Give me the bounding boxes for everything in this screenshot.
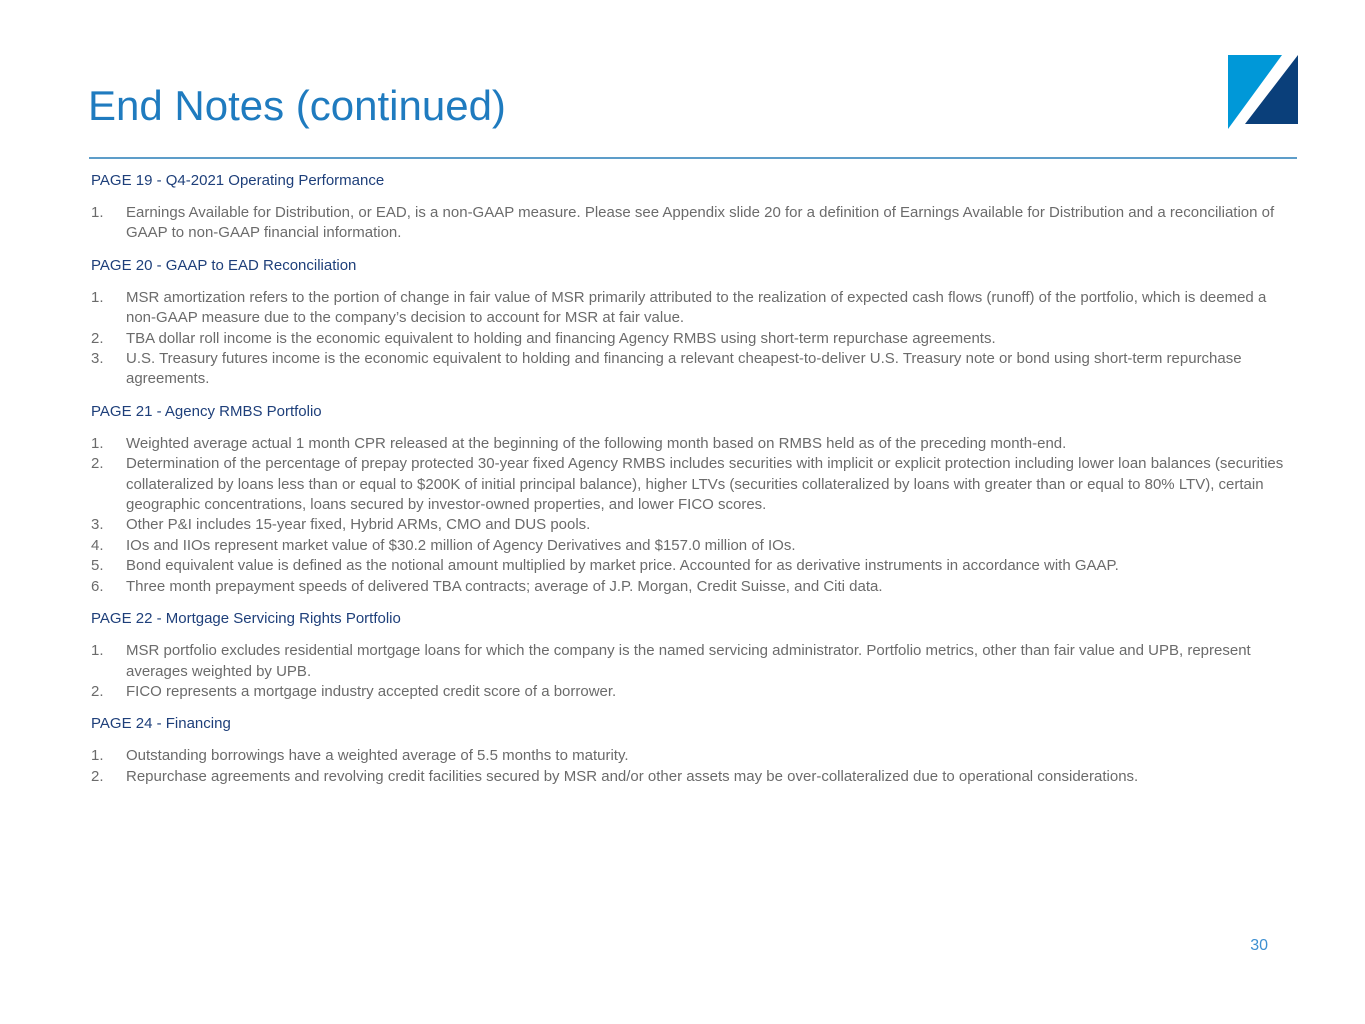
note-number: 2.	[91, 682, 104, 700]
section-page-21	[91, 402, 1286, 597]
company-logo	[1228, 55, 1298, 129]
note-number: 3.	[91, 516, 104, 534]
page-number: 30	[1250, 937, 1268, 954]
section-page-19	[91, 171, 1286, 244]
note-number: 1.	[91, 642, 104, 660]
note-list	[91, 288, 1286, 390]
note-text: MSR portfolio excludes residential mortgage loans for which the company is the named servicing administrator. Portfolio metrics, other than fair value and UPB, represent averages weighted by UPB.	[126, 642, 1251, 680]
note-item	[91, 682, 1286, 702]
note-text: U.S. Treasury futures income is the economic equivalent to holding and financing a relevant cheapest-to-deliver U.S. Treasury note or bond using short-term repurchase agreements.	[126, 350, 1242, 388]
section-heading: PAGE 24 - Financing	[91, 715, 231, 733]
note-text: Weighted average actual 1 month CPR released at the beginning of the following month based on RMBS held as of the preceding month-end.	[126, 434, 1067, 452]
logo-mark-icon	[1228, 55, 1298, 129]
note-text: MSR amortization refers to the portion of change in fair value of MSR primarily attributed to the realization of expected cash flows (runoff) of the portfolio, which is deemed a non-GAAP measure due to the company’s decision to account for MSR at fair value.	[126, 288, 1267, 327]
title-divider	[89, 157, 1297, 159]
note-list	[91, 746, 1286, 787]
section-heading: PAGE 21 - Agency RMBS Portfolio	[91, 402, 322, 420]
section-heading: PAGE 19 - Q4-2021 Operating Performance	[91, 172, 385, 189]
note-number: 2.	[91, 767, 104, 785]
note-item	[91, 515, 1286, 535]
section-page-24	[91, 714, 1286, 787]
note-number: 6.	[91, 577, 104, 595]
note-number: 4.	[91, 536, 104, 554]
note-number: 1.	[91, 747, 104, 765]
section-heading: PAGE 22 - Mortgage Servicing Rights Portfolio	[91, 610, 401, 628]
section-page-22	[91, 609, 1286, 702]
note-list	[91, 434, 1286, 597]
page-title: End Notes (continued)	[88, 82, 506, 129]
note-text: FICO represents a mortgage industry accepted credit score of a borrower.	[126, 682, 617, 700]
note-item	[91, 349, 1286, 390]
note-item	[91, 577, 1286, 597]
note-text: Bond equivalent value is defined as the notional amount multiplied by market price. Accounted for as derivative instruments in accordance with GAAP.	[126, 557, 1119, 575]
note-item	[91, 454, 1286, 515]
note-text: Outstanding borrowings have a weighted average of 5.5 months to maturity.	[126, 747, 629, 765]
note-item	[91, 203, 1286, 244]
note-item	[91, 329, 1286, 349]
note-text: TBA dollar roll income is the economic equivalent to holding and financing Agency RMBS using short-term repurchase agreements.	[126, 329, 996, 347]
note-text: Other P&I includes 15-year fixed, Hybrid ARMs, CMO and DUS pools.	[126, 516, 591, 534]
note-item	[91, 288, 1286, 329]
note-text: Three month prepayment speeds of delivered TBA contracts; average of J.P. Morgan, Credit Suisse, and Citi data.	[126, 577, 883, 595]
note-number: 1.	[91, 204, 104, 221]
section-heading: PAGE 20 - GAAP to EAD Reconciliation	[91, 256, 357, 274]
note-text: IOs and IIOs represent market value of $30.2 million of Agency Derivatives and $157.0 million of IOs.	[126, 536, 796, 554]
section-page-20	[91, 256, 1286, 390]
note-item	[91, 536, 1286, 556]
note-text: Repurchase agreements and revolving credit facilities secured by MSR and/or other assets may be over-collateralized due to operational considerations.	[126, 767, 1139, 785]
note-item	[91, 746, 1286, 766]
note-item	[91, 556, 1286, 576]
note-number: 3.	[91, 350, 104, 368]
note-number: 5.	[91, 557, 104, 575]
note-number: 1.	[91, 288, 104, 306]
note-item	[91, 434, 1286, 454]
note-item	[91, 767, 1286, 787]
note-number: 2.	[91, 455, 104, 473]
note-number: 2.	[91, 329, 104, 347]
note-item	[91, 641, 1286, 682]
note-text: Determination of the percentage of prepay protected 30-year fixed Agency RMBS includes securities with implicit or explicit protection including lower loan balances (securities collateralized by loans less than or equal to $200K of initial principal balance), higher LTVs (securities collateralized by loans with greater than or equal to 80% LTV), certain geographic concentrations, loans secured by investor-owned properties, and lower FICO scores.	[126, 455, 1284, 514]
note-text: Earnings Available for Distribution, or EAD, is a non-GAAP measure. Please see Appendix slide 20 for a definition of Earnings Available for Distribution and a reconciliation of GAAP to non-GAAP financial information.	[126, 204, 1275, 242]
note-number: 1.	[91, 434, 104, 452]
note-list	[91, 203, 1286, 244]
note-list	[91, 641, 1286, 702]
end-notes-content	[91, 171, 1286, 799]
